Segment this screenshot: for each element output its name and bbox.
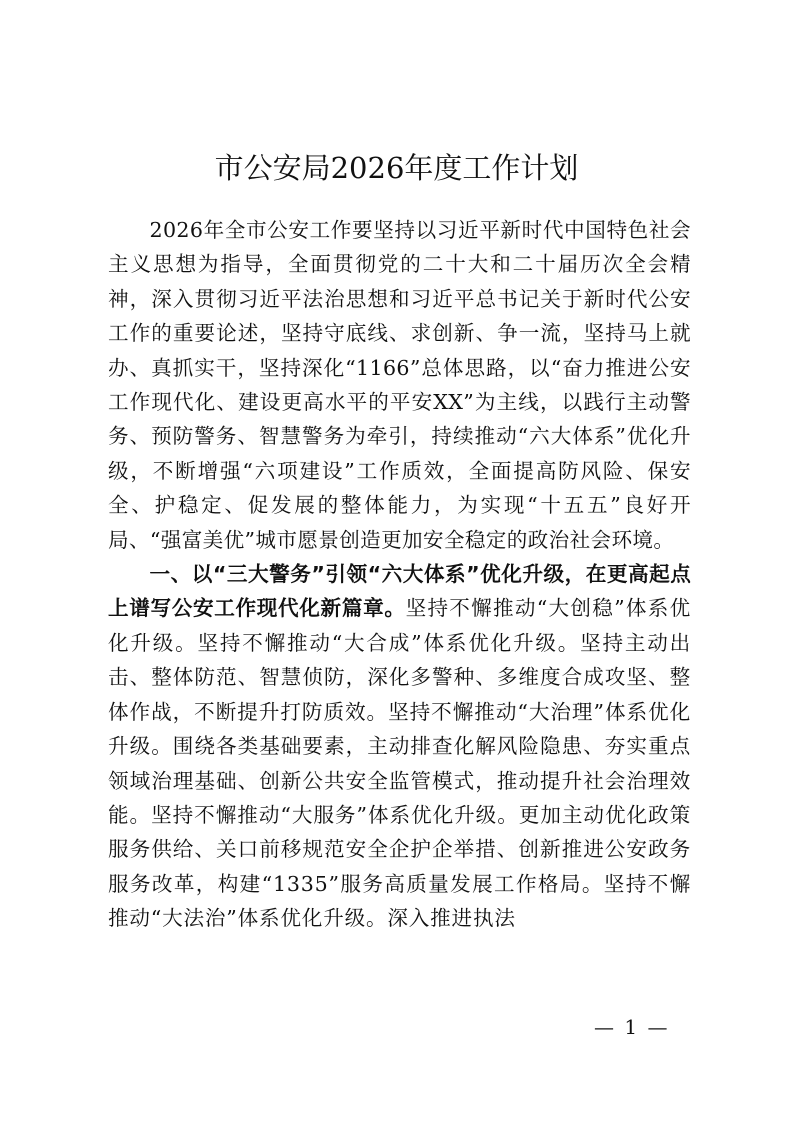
intro-paragraph: 2026年全市公安工作要坚持以习近平新时代中国特色社会主义思想为指导，全面贯彻党的二十大和二十届历次全会精神，深入贯彻习近平法治思想和习近平总书记关于新时代公安工作的重要论述，坚持守底线、求创新、争一流，坚持马上就办、真抓实干，坚持深化“1166”总体思路，以“奋力推进公安工作现代化、建设更高水平的平安XX”为主线，以践行主动警务、预防警务、智慧警务为牵引，持续推动“六大体系”优化升级，不断增强“六项建设”工作质效，全面提高防风险、保安全、护稳定、促发展的整体能力，为实现“十五五”良好开局、“强富美优”城市愿景创造更加安全稳定的政治社会环境。	[108, 218, 691, 552]
section-1-body: 坚持不懈推动“大创稳”体系优化升级。坚持不懈推动“大合成”体系优化升级。坚持主动出击、整体防范、智慧侦防，深化多警种、多维度合成攻坚、整体作战，不断提升打防质效。坚持不懈推动“大治理”体系优化升级。围绕各类基础要素，主动排查化解风险隐患、夯实重点领域治理基础、创新公共安全监管模式，推动提升社会治理效能。坚持不懈推动“大服务”体系优化升级。更加主动优化政策服务供给、关口前移规范安全企护企举措、创新推进公安政务服务改革，构建“1335”服务高质量发展工作格局。坚持不懈推动“大法治”体系优化升级。深入推进执法	[108, 596, 691, 931]
document-body	[108, 213, 691, 936]
document-title: 市公安局2026年度工作计划	[214, 151, 579, 185]
section-1-heading: 一、以“三大警务”引领“六大体系”优化升级，在更高起点上谱写公安工作现代化新篇章。	[108, 562, 691, 621]
page-number: — 1 —	[594, 1015, 670, 1039]
section-1-paragraph	[108, 557, 691, 935]
